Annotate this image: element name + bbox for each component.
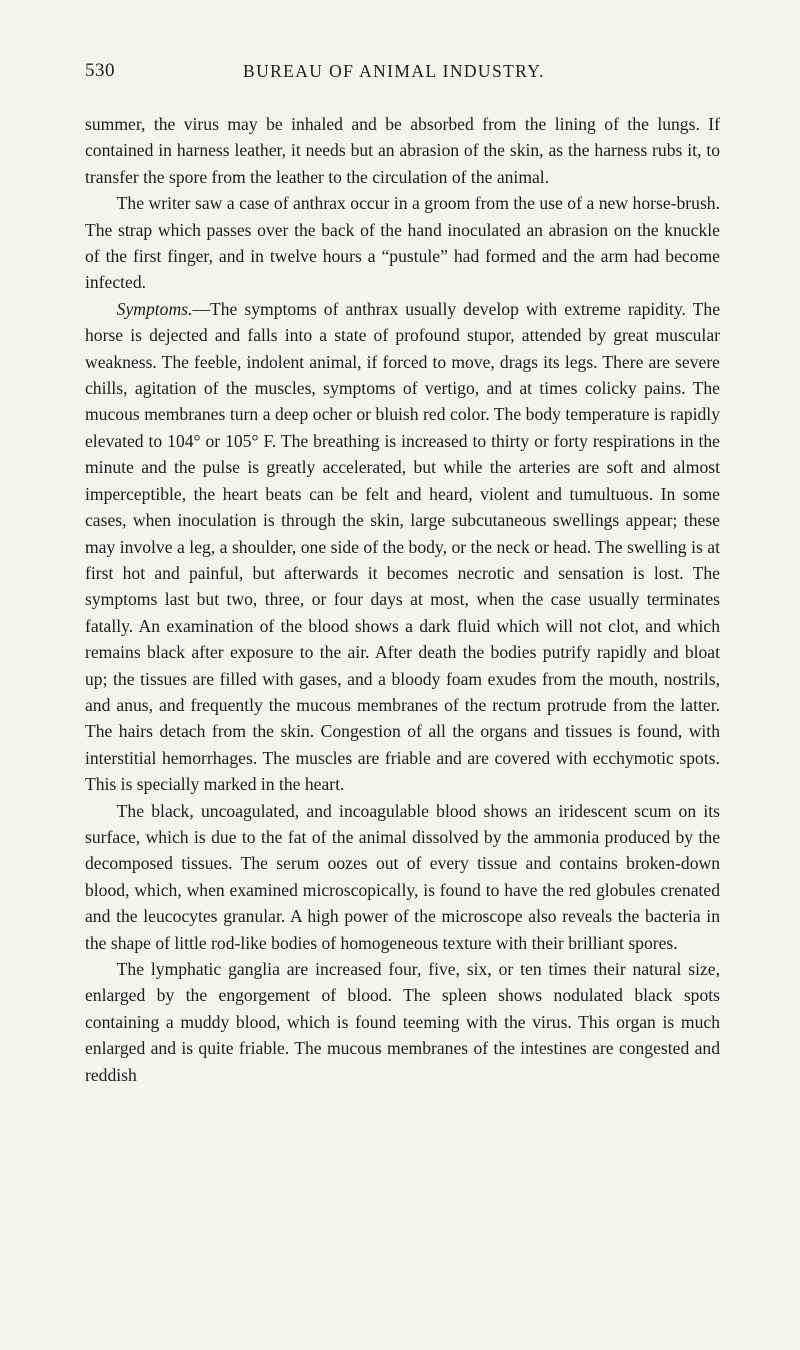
body-text bbox=[85, 111, 720, 1088]
paragraph-lymphatic bbox=[85, 956, 720, 1088]
paragraph-groom-case bbox=[85, 190, 720, 296]
paragraph-continued bbox=[85, 111, 720, 190]
running-head: BUREAU OF ANIMAL INDUSTRY. bbox=[243, 61, 545, 81]
paragraph-text: The writer saw a case of anthrax occur in a groom from the use of a new horse-brush. The strap which passes over the back of the hand inoculated an abrasion on the knuckle of the first finger, and in twelve hours a “pustule” had formed and the arm had become infected. bbox=[85, 193, 720, 293]
page-number: 530 bbox=[85, 60, 115, 81]
paragraph-text: —The symptoms of anthrax usually develop with extreme rapidity. The horse is dejected and falls into a state of profound stupor, attended by great muscular weakness. The feeble, indolent animal, if forced to move, drags its legs. There are severe chills, agitation of the muscles, symptoms of vertigo, and at times colicky pains. The mucous membranes turn a deep ocher or bluish red color. The body temperature is rapidly elevated to 104° or 105° F. The breathing is increased to thirty or forty respirations in the minute and the pulse is greatly accelerated, but while the arteries are soft and almost imperceptible, the heart beats can be felt and heard, violent and tumultuous. In some cases, when inoculation is through the skin, large subcutaneous swellings appear; these may involve a leg, a shoulder, one side of the body, or the neck or head. The swelling is at first hot and painful, but afterwards it becomes necrotic and sensation is lost. The symptoms last but two, three, or four days at most, when the case usually terminates fatally. An examination of the blood shows a dark fluid which will not clot, and which remains black after exposure to the air. After death the bodies putrify rapidly and bloat up; the tissues are filled with gases, and a bloody foam exudes from the mouth, nostrils, and anus, and frequently the mucous membranes of the rectum protrude from the latter. The hairs detach from the skin. Congestion of all the organs and tissues is found, with interstitial hemorrhages. The muscles are friable and are covered with ecchymotic spots. This is specially marked in the heart. bbox=[85, 298, 720, 795]
section-run-in-heading: Symptoms. bbox=[116, 298, 193, 319]
paragraph-blood bbox=[85, 798, 720, 956]
paragraph-symptoms bbox=[85, 296, 720, 798]
paragraph-text: summer, the virus may be inhaled and be absorbed from the lining of the lungs. If contained in harness leather, it needs but an abrasion of the skin, as the harness rubs it, to transfer the spore from the leather to the circulation of the animal. bbox=[85, 114, 720, 187]
paragraph-text: The lymphatic ganglia are increased four, five, six, or ten times their natural size, enlarged by the engorgement of blood. The spleen shows nodulated black spots containing a muddy blood, which is found teeming with the virus. This organ is much enlarged and is quite friable. The mucous membranes of the intestines are congested and reddish bbox=[85, 959, 720, 1085]
paragraph-text: The black, uncoagulated, and incoagulable blood shows an iridescent scum on its surface, which is due to the fat of the animal dissolved by the ammonia produced by the decomposed tissues. The serum oozes out of every tissue and contains broken-down blood, which, when examined microscopically, is found to have the red globules crenated and the leucocytes granular. A high power of the microscope also reveals the bacteria in the shape of little rod-like bodies of homogeneous texture with their brilliant spores. bbox=[85, 800, 720, 953]
